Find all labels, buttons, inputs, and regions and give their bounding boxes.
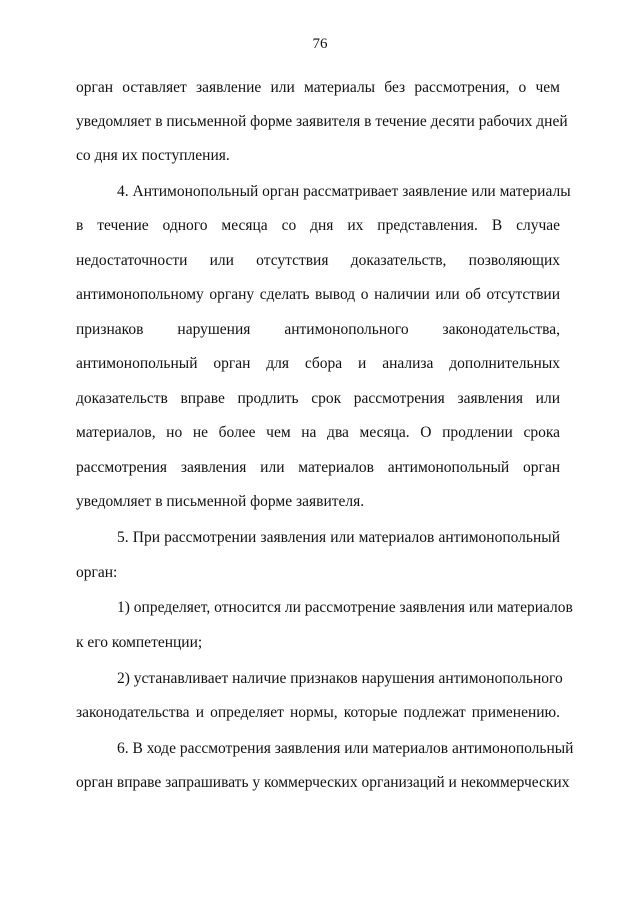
text-line: антимонопольный орган для сбора и анализа дополнительных bbox=[76, 355, 560, 372]
page-number: 76 bbox=[312, 36, 328, 52]
text-line: материалов, но не более чем на два месяца. О продлении срока bbox=[76, 424, 560, 441]
paragraph-start-line: 5. При рассмотрении заявления или материалов антимонопольный bbox=[117, 529, 560, 546]
text-line: рассмотрения заявления или материалов антимонопольный орган bbox=[76, 459, 560, 476]
text-line: со дня их поступления. bbox=[76, 147, 230, 164]
text-line: доказательств вправе продлить срок рассмотрения заявления или bbox=[76, 390, 560, 407]
text-line: недостаточности или отсутствия доказательств, позволяющих bbox=[76, 252, 560, 269]
text-line: в течение одного месяца со дня их представления. В случае bbox=[76, 217, 560, 234]
text-line: законодательства и определяет нормы, которые подлежат применению. bbox=[76, 704, 560, 721]
paragraph-start-line: 4. Антимонопольный орган рассматривает заявление или материалы bbox=[117, 183, 571, 200]
paragraph-start-line: 6. В ходе рассмотрения заявления или материалов антимонопольный bbox=[117, 740, 574, 757]
text-line: признаков нарушения антимонопольного законодательства, bbox=[76, 321, 560, 338]
text-line: орган оставляет заявление или материалы без рассмотрения, о чем bbox=[76, 79, 560, 96]
text-line: к его компетенции; bbox=[76, 634, 203, 651]
paragraph-start-line: 1) определяет, относится ли рассмотрение заявления или материалов bbox=[117, 599, 573, 616]
paragraph-start-line: 2) устанавливает наличие признаков нарушения антимонопольного bbox=[117, 670, 563, 687]
text-line: антимонопольному органу сделать вывод о наличии или об отсутствии bbox=[76, 286, 560, 303]
text-line: уведомляет в письменной форме заявителя в течение десяти рабочих дней bbox=[76, 113, 568, 130]
text-line: уведомляет в письменной форме заявителя. bbox=[76, 493, 365, 510]
text-line: орган вправе запрашивать у коммерческих организаций и некоммерческих bbox=[76, 774, 570, 791]
text-line: орган: bbox=[76, 564, 118, 581]
